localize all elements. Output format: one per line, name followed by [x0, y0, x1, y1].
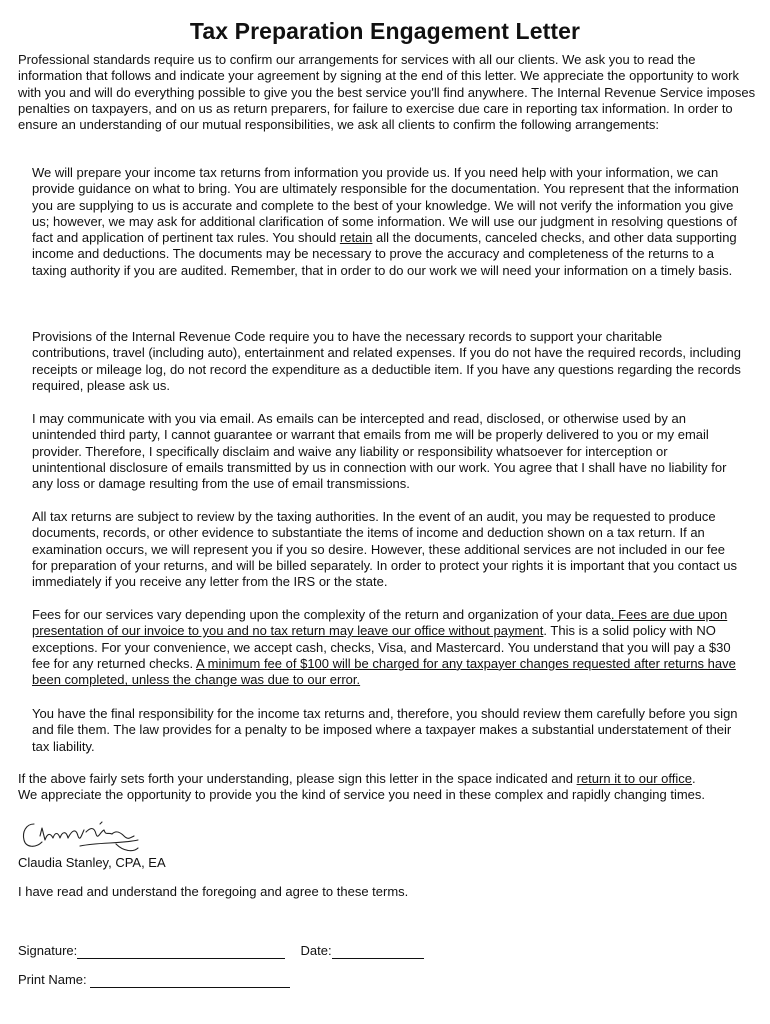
fees-text-2: . This is a solid policy with NO exceptions. For your convenience, we accept cash, checks, Visa, and Mastercard. You understand that you will pay a $30 fee for any returned checks. — [32, 623, 731, 671]
fees-paragraph — [32, 607, 742, 688]
responsibility-paragraph: You have the final responsibility for the income tax returns and, therefore, you should review them carefully before you sign and file them. The law provides for a penalty to be imposed where a taxpayer makes a substantial understatement of their tax liability. — [32, 706, 738, 754]
date-line[interactable] — [332, 943, 424, 959]
fees-due-underlined: . Fees are due upon presentation of our invoice to you and no tax return may leave our office without payment — [32, 607, 728, 639]
return-office-underlined: return it to our office — [576, 771, 692, 786]
retain-underlined: retain — [339, 230, 373, 246]
signature-label: Signature: — [18, 943, 78, 958]
print-name-row — [18, 972, 290, 988]
date-label: Date: — [300, 943, 332, 958]
closing-paragraph — [18, 771, 718, 804]
closing-text-2: . We appreciate the opportunity to provide you the kind of service you need in these complex and rapidly changing times. — [18, 771, 706, 803]
print-name-line[interactable] — [90, 972, 290, 988]
documentation-paragraph — [32, 165, 742, 279]
documentation-text-1: We will prepare your income tax returns from information you provide us. If you need help with your information, we can provide guidance on what to bring. You are ultimately responsible for the documentation. You represent that the information you are supplying to us is accurate and complete to the best of your knowledge. We will not verify the information you give us; however, we may ask for additional clarification of some information. We will use our judgment in resolving questions of fact and application of pertinent tax rules. You should — [32, 165, 739, 246]
documentation-text-2: all the documents, canceled checks, and other data supporting income and deductions. The documents may be necessary to prove the accuracy and completeness of the returns to a taxing authority if you are audited. Remember, that in order to do our work we will need your information on a timely basis. — [32, 230, 737, 278]
document-title: Tax Preparation Engagement Letter — [189, 18, 581, 44]
minimum-fee-underlined: A minimum fee of $100 will be charged for any taxpayer changes requested after returns have been completed, unless the change was due to our error. — [32, 655, 736, 688]
closing-text-1: If the above fairly sets forth your understanding, please sign this letter in the space indicated and — [18, 771, 577, 786]
print-name-label: Print Name: — [18, 972, 91, 987]
signature-line[interactable] — [77, 943, 285, 959]
intro-paragraph: Professional standards require us to confirm our arrangements for services with all our clients. We ask you to read the information that follows and indicate your agreement by signing at the end of this letter. We appreciate the opportunity to work with you and will do everything possible to give you the best service you'll find anywhere. The Internal Revenue Service imposes penalties on taxpayers, and on us as return preparers, for failure to exercise due care in reporting tax information. In order to ensure an understanding of our mutual responsibilities, we ask all clients to confirm the following arrangements: — [18, 52, 756, 133]
signer-name: Claudia Stanley, CPA, EA — [18, 855, 166, 870]
email-paragraph: I may communicate with you via email. As emails can be intercepted and read, disclosed, or otherwise used by an unintended third party, I cannot guarantee or warrant that emails from me will be properly delivered to you or my email provider. Therefore, I specifically disclaim and waive any liability or responsibility whatsoever for interception or unintentional disclosure of emails transmitted by us in connection with our work. You agree that I shall have no liability for any loss or damage resulting from the use of email transmissions. — [32, 411, 727, 492]
agreement-statement: I have read and understand the foregoing and agree to these terms. — [18, 884, 409, 899]
handwritten-signature — [20, 818, 142, 856]
fees-text-1: Fees for our services vary depending upon the complexity of the return and organization of your data — [32, 607, 611, 622]
records-paragraph: Provisions of the Internal Revenue Code require you to have the necessary records to support your charitable contributions, travel (including auto), entertainment and related expenses. If you do not have the required records, including receipts or mileage log, do not record the expenditure as a deductible item. If you have any questions regarding the records required, please ask us. — [32, 329, 741, 393]
signature-date-row — [18, 943, 424, 959]
audit-paragraph: All tax returns are subject to review by the taxing authorities. In the event of an audit, you may be requested to produce documents, records, or other evidence to substantiate the items of income and deduction shown on a tax return. If an examination occurs, we will represent you if you so desire. However, these additional services are not included in our fee for preparation of your returns, and will be billed separately. In order to protect your rights it is important that you contact us immediately if you receive any letter from the IRS or the state. — [32, 509, 738, 590]
